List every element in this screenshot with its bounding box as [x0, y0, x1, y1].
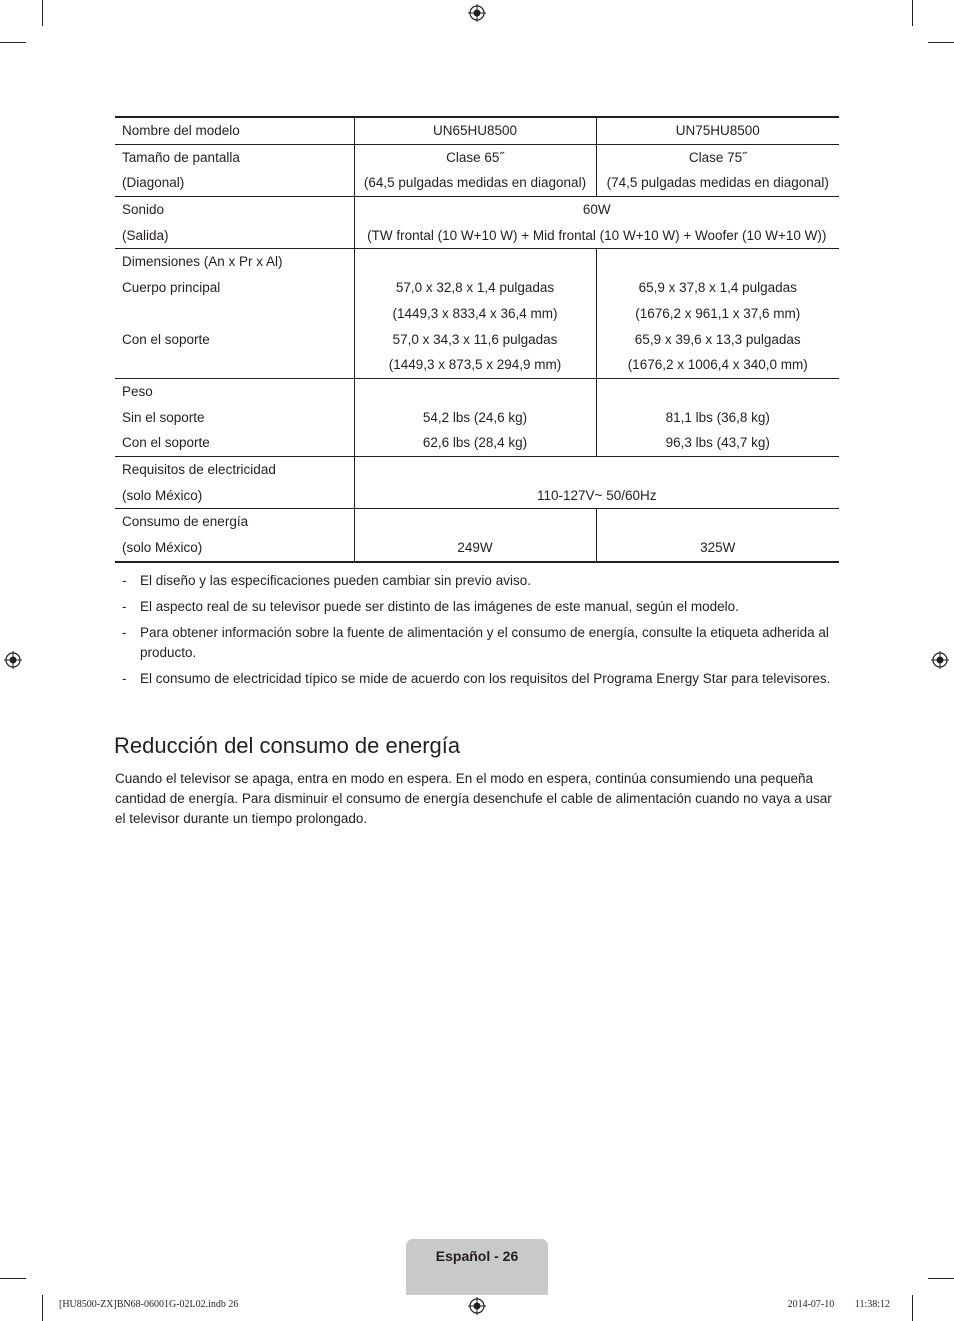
spec-value: [596, 144, 839, 196]
spec-label-line: Dimensiones (An x Pr x Al): [122, 254, 283, 270]
crop-mark: [912, 0, 913, 26]
spec-row: [115, 197, 839, 249]
spec-value-line: 65,9 x 37,8 x 1,4 pulgadas: [638, 280, 797, 296]
note-item: [115, 571, 839, 591]
registration-mark-icon: [931, 651, 949, 669]
spec-label-line: Sonido: [122, 202, 165, 218]
spec-value-line: [597, 509, 840, 535]
spec-row: [115, 509, 839, 562]
registration-mark-icon: [468, 1297, 486, 1315]
spec-value-line: (TW frontal (10 W+10 W) + Mid frontal (10 W+10 W) + Woofer (10 W+10 W)): [367, 227, 827, 243]
spec-value: [596, 117, 839, 144]
page-number: Español - 26: [435, 1248, 519, 1264]
spec-label: [115, 249, 354, 378]
spec-value: [354, 456, 839, 508]
spec-label-line: Requisitos de electricidad: [122, 461, 276, 477]
spec-value-line: 62,6 lbs (28,4 kg): [422, 435, 528, 451]
spec-label: [115, 144, 354, 196]
note-text: El consumo de electricidad típico se mide de acuerdo con los requisitos del Programa Energy Star para televisores.: [140, 671, 831, 686]
spec-value-line: 54,2 lbs (24,6 kg): [422, 409, 528, 425]
spec-row: [115, 249, 839, 378]
section-heading: Reducción del consumo de energía: [114, 733, 461, 758]
note-dash: -: [122, 573, 127, 588]
spec-value: [596, 509, 839, 562]
note-item: [115, 623, 839, 663]
spec-table: [115, 116, 839, 563]
spec-value-line: 57,0 x 34,3 x 11,6 pulgadas: [392, 331, 558, 347]
spec-value-line: [597, 249, 840, 275]
crop-mark: [0, 1278, 26, 1279]
crop-mark: [0, 42, 26, 43]
spec-label-line: [115, 352, 354, 378]
spec-value-line: 57,0 x 32,8 x 1,4 pulgadas: [395, 280, 555, 296]
note-text: El aspecto real de su televisor puede ser distinto de las imágenes de este manual, según el modelo.: [140, 599, 739, 614]
spec-row: [115, 117, 839, 144]
note-dash: -: [122, 625, 127, 640]
crop-mark: [42, 0, 43, 26]
spec-label-line: Sin el soporte: [122, 409, 205, 425]
spec-label-line: (solo México): [122, 487, 203, 503]
spec-value-line: [355, 509, 596, 535]
note-text: El diseño y las especificaciones pueden cambiar sin previo aviso.: [140, 573, 531, 588]
spec-label-line: Consumo de energía: [122, 514, 249, 530]
spec-value: [354, 378, 596, 456]
spec-table-body: [115, 117, 839, 562]
spec-label-line: Con el soporte: [122, 331, 210, 347]
spec-value-line: [597, 379, 840, 405]
spec-value-line: Clase 75˝: [688, 149, 747, 165]
page-number-tab: [406, 1239, 548, 1295]
spec-value-line: 110-127V~ 50/60Hz: [537, 487, 657, 503]
spec-value-line: 65,9 x 39,6 x 13,3 pulgadas: [634, 331, 801, 347]
note-dash: -: [122, 671, 127, 686]
spec-label-line: Peso: [122, 383, 153, 399]
spec-value-line: (1449,3 x 833,4 x 36,4 mm): [392, 305, 558, 321]
spec-value-line: (1449,3 x 873,5 x 294,9 mm): [388, 357, 562, 373]
spec-label-line: (Salida): [122, 227, 169, 243]
spec-label-line: Con el soporte: [122, 435, 210, 451]
note-item: [115, 669, 839, 689]
spec-label: [115, 117, 354, 144]
spec-value: [354, 117, 596, 144]
spec-label-line: Nombre del modelo: [122, 123, 240, 138]
spec-value-line: Clase 65˝: [446, 149, 504, 165]
crop-mark: [912, 1295, 913, 1321]
note-item: [115, 597, 839, 617]
note-text: Para obtener información sobre la fuente de alimentación y el consumo de energía, consulte la etiqueta adherida al producto.: [140, 625, 829, 660]
spec-value-line: [355, 457, 840, 483]
spec-value-line: 81,1 lbs (36,8 kg): [665, 409, 770, 425]
spec-value-line: (74,5 pulgadas medidas en diagonal): [606, 175, 829, 191]
spec-value: [354, 197, 839, 249]
registration-mark-icon: [4, 651, 22, 669]
spec-row: [115, 144, 839, 196]
crop-mark: [928, 1278, 954, 1279]
spec-label: [115, 197, 354, 249]
spec-label-line: [115, 301, 354, 327]
note-dash: -: [122, 599, 127, 614]
spec-label-line: (Diagonal): [122, 175, 185, 191]
registration-mark-icon: [468, 4, 486, 22]
spec-row: [115, 378, 839, 456]
spec-value-line: UN65HU8500: [432, 123, 518, 138]
spec-value-line: (1676,2 x 1006,4 x 340,0 mm): [627, 357, 808, 373]
spec-label-line: Cuerpo principal: [122, 280, 221, 296]
spec-value-line: 96,3 lbs (43,7 kg): [665, 435, 770, 451]
spec-value: [354, 249, 596, 378]
spec-value-line: [355, 249, 596, 275]
spec-value-line: 60W: [582, 202, 611, 218]
spec-label: [115, 378, 354, 456]
spec-label: [115, 509, 354, 562]
spec-row: [115, 456, 839, 508]
spec-value-line: [355, 379, 596, 405]
spec-value-line: 325W: [700, 540, 736, 555]
spec-label-line: Tamaño de pantalla: [122, 149, 240, 165]
spec-value: [596, 249, 839, 378]
spec-value-line: UN75HU8500: [675, 123, 760, 138]
spec-label-line: (solo México): [122, 540, 203, 555]
footer-timestamp: 2014-07-10 ￿￿ 11:38:12: [787, 1299, 890, 1310]
notes-list: [115, 571, 839, 695]
spec-label: [115, 456, 354, 508]
footer-file-info: [HU8500-ZX]BN68-06001G-02L02.indb 26: [59, 1299, 239, 1310]
spec-value-line: (64,5 pulgadas medidas en diagonal): [363, 175, 587, 191]
spec-value: [354, 509, 596, 562]
spec-value-line: 249W: [457, 540, 493, 555]
spec-value: [596, 378, 839, 456]
crop-mark: [928, 42, 954, 43]
spec-value-line: (1676,2 x 961,1 x 37,6 mm): [635, 305, 801, 321]
section-paragraph: Cuando el televisor se apaga, entra en modo en espera. En el modo en espera, continúa consumiendo una pequeña cantidad de energía. Para disminuir el consumo de energía desenchufe el cable de alimentación cuando no vaya a usar el televisor durante un tiempo prolongado.: [115, 771, 832, 826]
crop-mark: [42, 1295, 43, 1321]
spec-value: [354, 144, 596, 196]
